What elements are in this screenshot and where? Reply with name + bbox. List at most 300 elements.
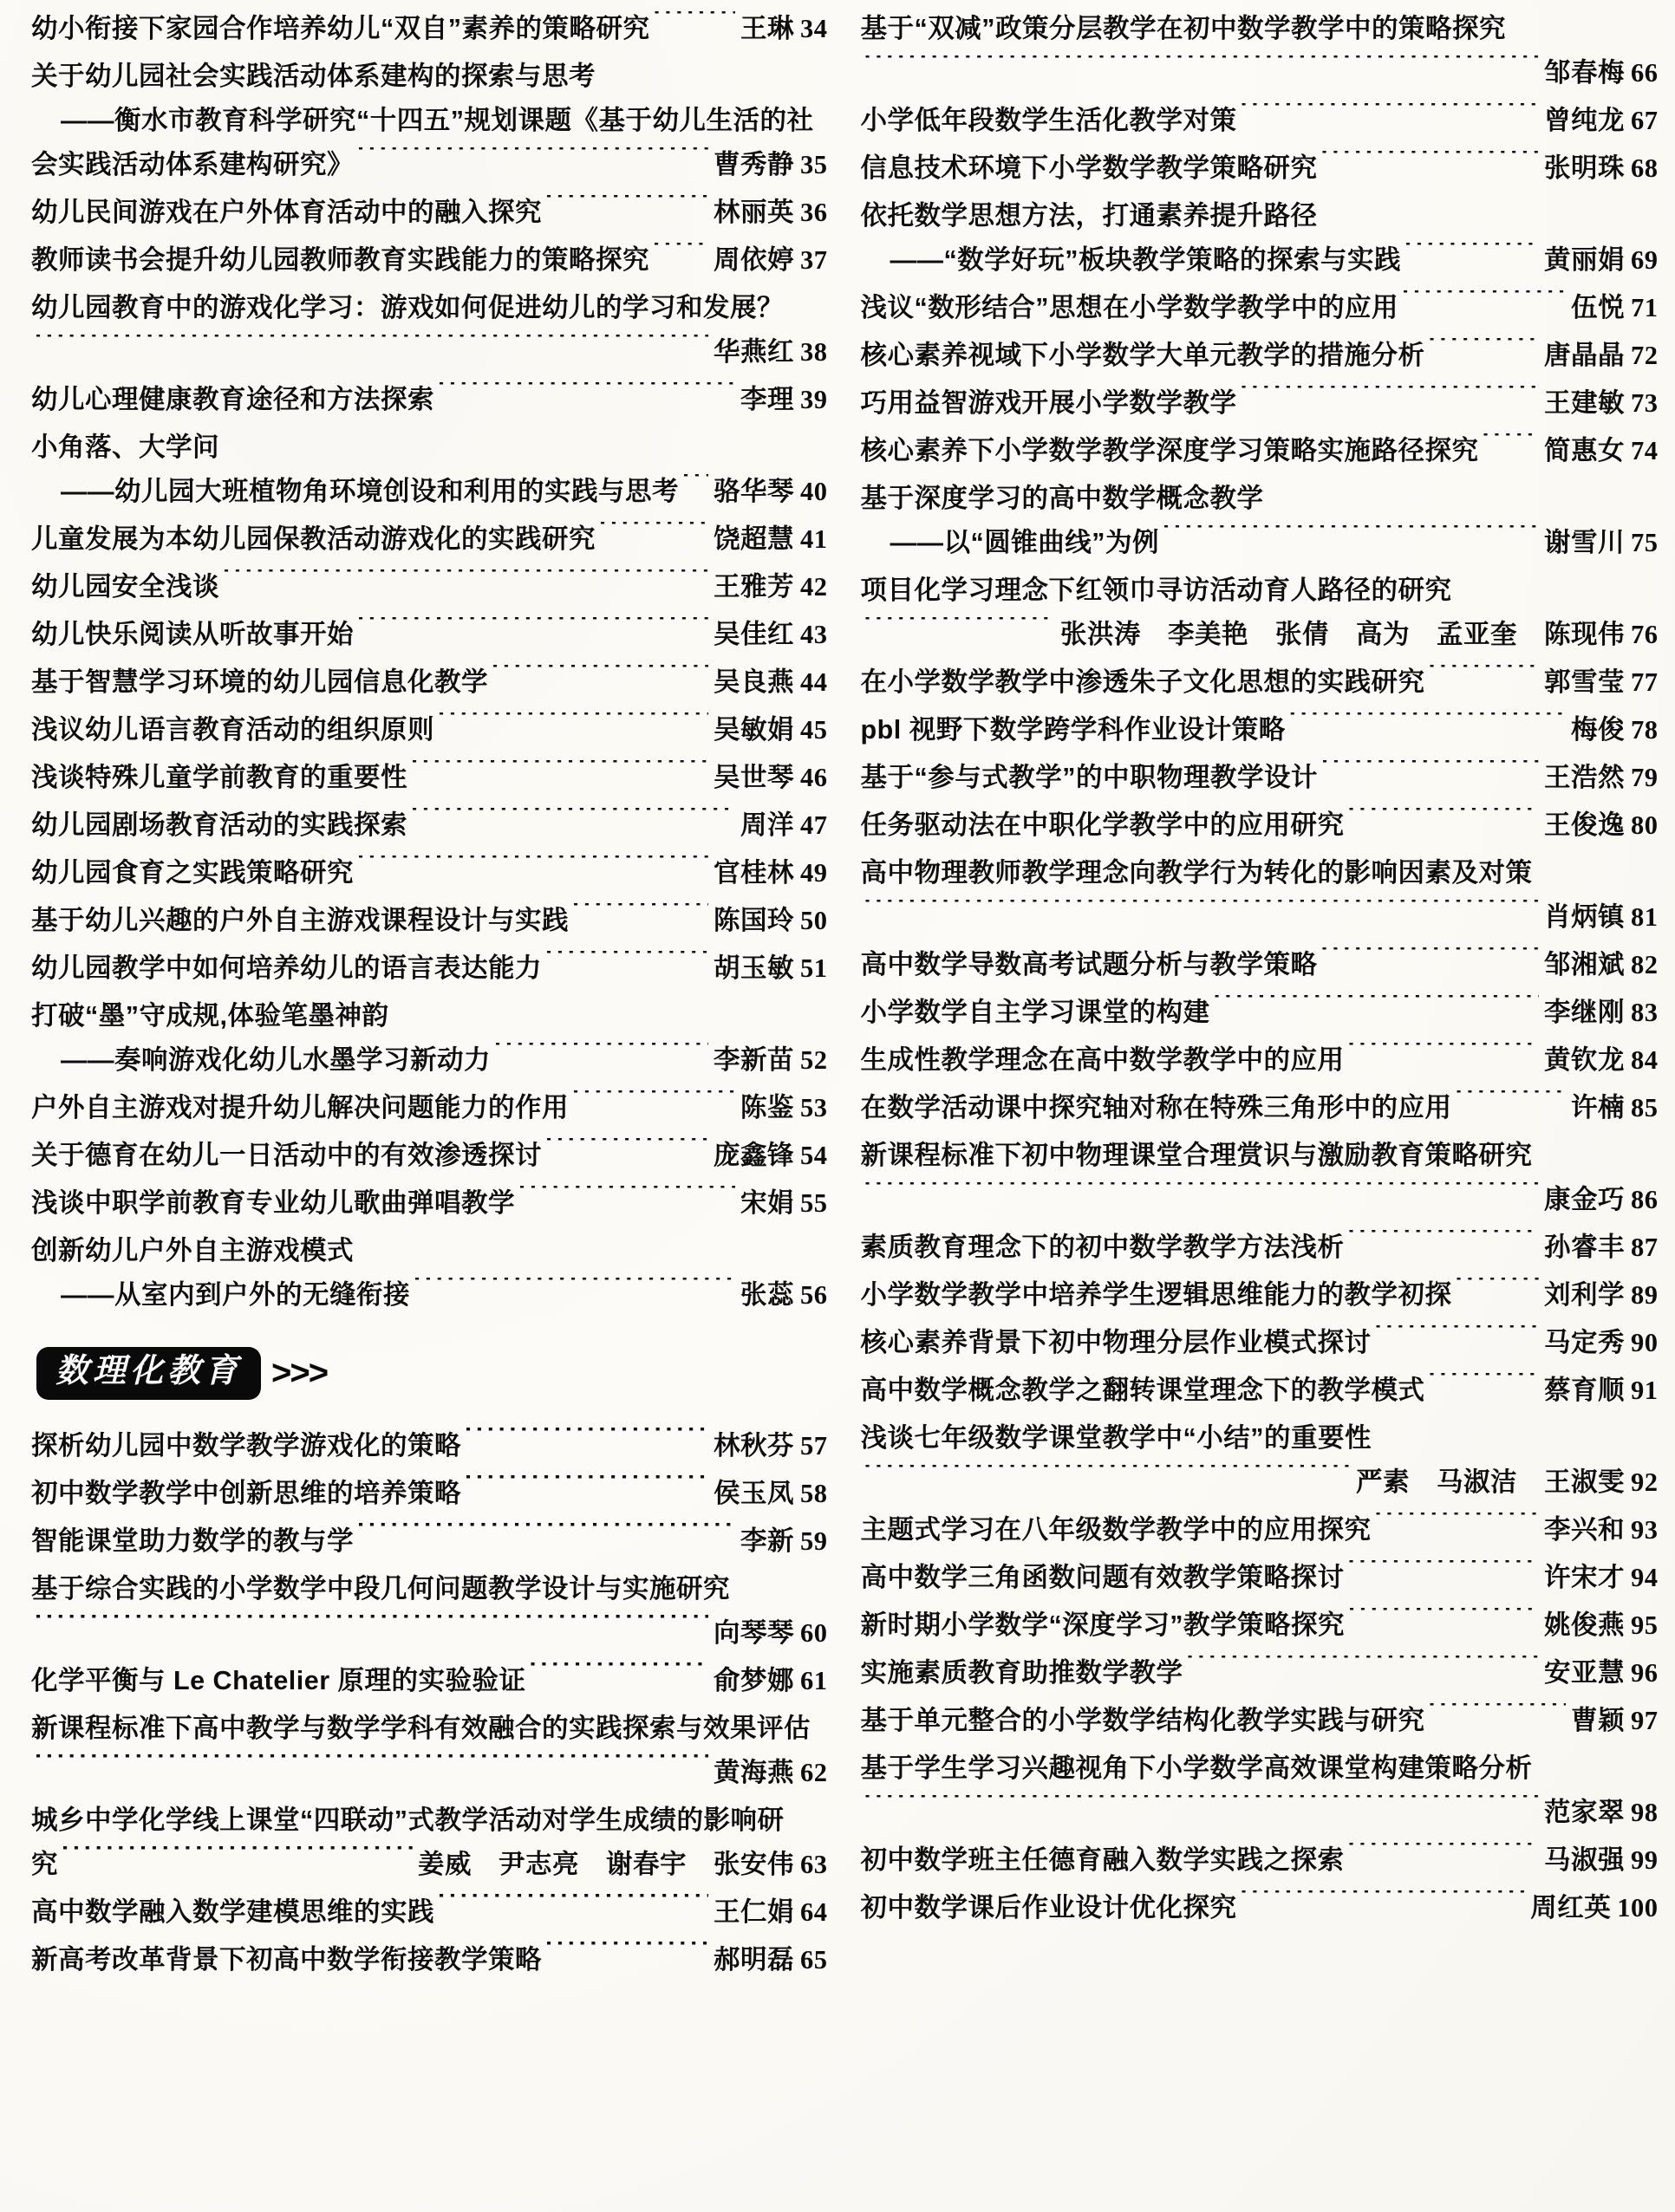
toc-entry-tail xyxy=(1542,1273,1659,1317)
toc-dot-leader xyxy=(518,1186,735,1213)
toc-entry-title: 教师读书会提升幼儿园教师教育实践能力的策略探究 xyxy=(31,245,649,275)
toc-dot-leader xyxy=(62,1846,413,1873)
toc-entry-tail xyxy=(1569,708,1659,752)
toc-entry[interactable] xyxy=(861,1699,1659,1743)
toc-entry-page-number: 35 xyxy=(800,150,828,179)
toc-dot-leader xyxy=(1402,290,1566,317)
toc-entry-authors: 严素 马淑洁 王淑雯 xyxy=(1356,1467,1625,1497)
toc-entry[interactable] xyxy=(31,1707,828,1795)
toc-entry-authors: 黄海燕 xyxy=(714,1757,794,1787)
toc-entry[interactable] xyxy=(861,146,1659,191)
toc-entry-line xyxy=(31,613,828,657)
toc-entry-line xyxy=(31,1038,828,1083)
toc-dot-leader xyxy=(1214,995,1540,1022)
toc-entry[interactable] xyxy=(861,334,1659,378)
toc-dot-leader xyxy=(654,11,736,38)
toc-entry[interactable] xyxy=(861,1321,1659,1365)
toc-entry-page-number: 100 xyxy=(1617,1893,1659,1922)
toc-entry-page-number: 57 xyxy=(800,1430,828,1461)
toc-entry-title: 生成性教学理念在高中数学教学中的应用 xyxy=(860,1045,1345,1075)
toc-entry[interactable] xyxy=(861,1416,1659,1505)
toc-dot-leader xyxy=(1456,1278,1540,1304)
toc-entry-title: 初中数学教学中创新思维的培养策略 xyxy=(31,1478,461,1508)
toc-entry-tail xyxy=(1542,1556,1659,1600)
toc-entry-authors: 王俊逸 xyxy=(1544,810,1625,840)
toc-entry-authors: 邹湘斌 xyxy=(1544,950,1625,979)
toc-entry-tail xyxy=(1542,238,1659,283)
toc-entry-page-number: 93 xyxy=(1631,1515,1659,1545)
toc-entry-page-number: 78 xyxy=(1631,715,1659,745)
toc-entry-title: 基于智慧学习环境的幼儿园信息化教学 xyxy=(31,667,488,697)
toc-entry-page-number: 39 xyxy=(800,385,828,414)
toc-entry-authors: 梅俊 xyxy=(1571,715,1625,745)
toc-entry[interactable] xyxy=(31,517,828,562)
toc-entry-line xyxy=(31,286,828,330)
toc-entry[interactable] xyxy=(31,55,828,187)
toc-entry-authors: 唐晶晶 xyxy=(1544,341,1625,370)
toc-entry-line xyxy=(31,1086,828,1130)
toc-entry-title: 核心素养下小学数学教学深度学习策略实施路径探究 xyxy=(860,436,1479,465)
toc-entry-page-number: 91 xyxy=(1631,1376,1659,1405)
toc-entry-line xyxy=(861,146,1659,191)
toc-entry-title: 新高考改革背景下初高中数学衔接教学策略 xyxy=(31,1944,542,1975)
toc-entry[interactable] xyxy=(31,565,828,609)
toc-entry-line xyxy=(861,1604,1659,1648)
toc-entry-authors: 王琳 xyxy=(740,14,794,43)
toc-entry-line xyxy=(861,569,1659,613)
toc-entry-authors: 孙睿丰 xyxy=(1544,1233,1625,1262)
toc-entry[interactable] xyxy=(861,1038,1659,1083)
toc-entry-line xyxy=(31,99,828,143)
toc-entry-title: 依托数学思想方法，打通素养提升路径 xyxy=(860,201,1318,231)
toc-entry-line xyxy=(861,334,1659,378)
toc-entry-authors: 胡玉敏 xyxy=(714,953,794,983)
toc-entry[interactable] xyxy=(31,756,828,800)
toc-entry-title: 幼儿园教学中如何培养幼儿的语言表达能力 xyxy=(31,953,542,983)
toc-entry-page-number: 96 xyxy=(1631,1658,1659,1688)
toc-entry[interactable] xyxy=(861,851,1659,940)
toc-entry-line xyxy=(861,943,1659,987)
toc-entry[interactable] xyxy=(861,381,1659,426)
toc-entry[interactable] xyxy=(31,1086,828,1130)
toc-entry-line xyxy=(31,565,828,609)
toc-entry-page-number: 86 xyxy=(1631,1185,1659,1214)
toc-entry[interactable] xyxy=(31,7,828,51)
toc-entry[interactable] xyxy=(31,994,828,1083)
toc-dot-leader xyxy=(1187,1656,1540,1682)
toc-dot-leader xyxy=(411,808,735,835)
toc-dot-leader xyxy=(411,760,708,787)
toc-entry-page-number: 79 xyxy=(1631,763,1659,792)
toc-dot-leader xyxy=(1405,243,1539,270)
toc-dot-leader xyxy=(545,195,708,222)
toc-dot-leader xyxy=(572,903,708,930)
toc-entry-page-number: 40 xyxy=(800,477,828,506)
toc-entry-authors: 肖炳镇 xyxy=(1544,902,1625,932)
toc-entry[interactable] xyxy=(31,1424,828,1468)
toc-entry-line xyxy=(31,1134,828,1178)
toc-entry-authors: 华燕红 xyxy=(714,337,794,367)
toc-entry-tail xyxy=(1542,99,1659,143)
toc-dot-leader xyxy=(1456,573,1655,600)
toc-entry[interactable] xyxy=(31,899,828,943)
toc-entry-authors: 陈鉴 xyxy=(740,1093,794,1122)
toc-entry-title: 幼小衔接下家园合作培养幼儿“双自”素养的策略研究 xyxy=(31,14,650,43)
toc-entry-tail xyxy=(739,1181,828,1226)
toc-dot-leader xyxy=(653,243,708,270)
toc-entry-page-number: 51 xyxy=(800,953,828,983)
toc-entry-title: 高中数学概念教学之翻转课堂理念下的教学模式 xyxy=(860,1376,1425,1405)
toc-dot-leader xyxy=(1289,712,1566,739)
toc-dot-leader xyxy=(357,1233,824,1260)
toc-entry-page-number: 60 xyxy=(800,1617,828,1648)
toc-entry-line xyxy=(861,99,1659,143)
toc-entry-authors: 安亚慧 xyxy=(1544,1658,1625,1688)
toc-entry-page-number: 36 xyxy=(800,198,828,227)
toc-dot-leader xyxy=(1321,947,1540,974)
toc-entry-line xyxy=(861,429,1659,473)
toc-entry-title: 浅议“数形结合”思想在小学数学教学中的应用 xyxy=(860,293,1398,322)
toc-entry-line xyxy=(31,1890,828,1935)
toc-entry-line xyxy=(31,517,828,562)
toc-entry-authors: 张蕊 xyxy=(740,1280,794,1310)
toc-entry-tail xyxy=(712,517,828,562)
toc-entry[interactable] xyxy=(31,851,828,895)
toc-entry-title: 高中物理教师教学理念向教学行为转化的影响因素及对策 xyxy=(860,858,1533,888)
toc-dot-leader xyxy=(392,999,824,1025)
toc-entry-page-number: 69 xyxy=(1631,245,1659,275)
toc-entry-authors: 刘利学 xyxy=(1544,1280,1625,1310)
toc-entry-authors: 王浩然 xyxy=(1544,763,1625,792)
toc-entry-authors: 王雅芳 xyxy=(714,572,794,602)
toc-dot-leader xyxy=(1456,1090,1567,1117)
toc-entry[interactable] xyxy=(861,1556,1659,1600)
toc-entry-title: 户外自主游戏对提升幼儿解决问题能力的作用 xyxy=(31,1093,569,1122)
toc-entry[interactable] xyxy=(31,660,828,705)
toc-entry-line xyxy=(861,708,1659,752)
toc-entry[interactable] xyxy=(861,708,1659,752)
toc-entry[interactable] xyxy=(861,1838,1659,1883)
toc-entry-title: 小角落、大学问 xyxy=(31,433,219,462)
toc-entry-tail xyxy=(739,7,828,51)
toc-dot-leader xyxy=(864,1182,1540,1209)
toc-entry-line xyxy=(31,994,828,1038)
toc-entry-title: 小学低年段数学生活化教学对策 xyxy=(860,106,1237,135)
toc-dot-leader xyxy=(864,1795,1540,1822)
toc-dot-leader xyxy=(1321,151,1540,178)
toc-entry[interactable] xyxy=(861,660,1659,705)
toc-entry[interactable] xyxy=(861,194,1659,283)
toc-entry-page-number: 84 xyxy=(1631,1045,1659,1075)
toc-entry[interactable] xyxy=(31,286,828,374)
toc-dot-leader xyxy=(682,474,708,501)
toc-entry[interactable] xyxy=(31,426,828,514)
toc-entry-authors: 庞鑫锋 xyxy=(714,1141,794,1170)
toc-entry-line xyxy=(861,756,1659,800)
toc-entry-title: 打破“墨”守成规,体验笔墨神韵 xyxy=(31,1001,389,1031)
toc-entry-line xyxy=(31,1472,828,1516)
toc-dot-leader xyxy=(599,522,708,549)
toc-entry-line xyxy=(31,1659,828,1703)
toc-entry-title: 在小学数学教学中渗透朱子文化思想的实践研究 xyxy=(860,667,1425,697)
toc-entry-title: 主题式学习在八年级数学教学中的应用探究 xyxy=(860,1515,1372,1545)
toc-entry-title: 信息技术环境下小学数学教学策略研究 xyxy=(860,153,1318,183)
toc-entry[interactable] xyxy=(31,1519,828,1564)
toc-entry-line xyxy=(31,660,828,705)
toc-entry[interactable] xyxy=(31,1229,828,1317)
toc-dot-leader xyxy=(357,617,708,644)
toc-entry-tail xyxy=(712,1890,828,1935)
toc-entry-authors: 黄钦龙 xyxy=(1544,1045,1625,1075)
toc-entry-tail xyxy=(712,1472,828,1516)
toc-dot-leader xyxy=(787,290,824,317)
toc-entry-tail xyxy=(1059,613,1659,657)
toc-entry-tail xyxy=(1542,1791,1659,1835)
toc-entry-title: ——以“圆锥曲线”为例 xyxy=(890,528,1159,557)
toc-entry-line xyxy=(861,1699,1659,1743)
toc-dot-leader xyxy=(357,147,708,174)
toc-entry-page-number: 99 xyxy=(1631,1845,1659,1875)
toc-entry-authors: 马定秀 xyxy=(1544,1328,1625,1357)
toc-dot-leader xyxy=(438,712,708,739)
toc-entry-tail xyxy=(1542,1321,1659,1365)
toc-entry-tail xyxy=(1542,521,1659,565)
toc-entry-page-number: 77 xyxy=(1631,667,1659,697)
toc-entry[interactable] xyxy=(861,1886,1659,1930)
toc-entry-page-number: 67 xyxy=(1631,106,1659,135)
toc-entry[interactable] xyxy=(861,1508,1659,1552)
toc-entry-line xyxy=(861,1134,1659,1178)
toc-entry-line xyxy=(861,477,1659,521)
toc-entry-line xyxy=(31,426,828,470)
toc-entry-title: 幼儿园食育之实践策略研究 xyxy=(31,858,354,888)
toc-entry-tail xyxy=(1542,1369,1659,1413)
toc-dot-leader xyxy=(1375,1513,1540,1539)
toc-entry-page-number: 73 xyxy=(1631,388,1659,418)
toc-entry-line xyxy=(861,803,1659,848)
toc-entry-line xyxy=(861,1416,1659,1461)
toc-entry-tail xyxy=(712,708,828,752)
toc-entry-line xyxy=(861,1886,1659,1930)
toc-entry[interactable] xyxy=(861,1226,1659,1270)
toc-entry-line xyxy=(31,851,828,895)
toc-entry[interactable] xyxy=(861,803,1659,848)
toc-entry-title: ——幼儿园大班植物角环境创设和利用的实践与思考 xyxy=(61,477,679,506)
toc-dot-leader xyxy=(530,1662,708,1689)
toc-dot-leader xyxy=(438,1894,708,1921)
toc-entry-line xyxy=(31,1751,828,1795)
toc-entry-title: 浅议幼儿语言教育活动的组织原则 xyxy=(31,715,434,745)
toc-entry-title: 浅谈中职学前教育专业幼儿歌曲弹唱教学 xyxy=(31,1188,515,1218)
toc-entry[interactable] xyxy=(31,1472,828,1516)
toc-entry[interactable] xyxy=(31,378,828,422)
toc-entry-authors: 官桂林 xyxy=(714,858,794,888)
toc-entry-page-number: 43 xyxy=(800,620,828,649)
toc-entry[interactable] xyxy=(31,191,828,235)
toc-entry-title: 智能课堂助力数学的教与学 xyxy=(31,1526,354,1556)
toc-dot-leader xyxy=(1429,338,1540,365)
toc-entry-line xyxy=(861,1747,1659,1791)
toc-entry[interactable] xyxy=(31,1890,828,1935)
toc-entry-page-number: 90 xyxy=(1631,1328,1659,1357)
toc-entry-line xyxy=(861,1178,1659,1222)
toc-entry-authors: 张明珠 xyxy=(1544,153,1625,183)
toc-entry-line xyxy=(31,1799,828,1843)
toc-entry-line xyxy=(861,1838,1659,1883)
toc-entry-title: 在数学活动课中探究轴对称在特殊三角形中的应用 xyxy=(860,1093,1452,1122)
toc-dot-leader xyxy=(35,1615,708,1642)
toc-entry-line xyxy=(861,7,1659,51)
toc-entry-page-number: 42 xyxy=(800,572,828,602)
toc-entry-title: ——奏响游戏化幼儿水墨学习新动力 xyxy=(61,1045,491,1075)
toc-entry[interactable] xyxy=(861,7,1659,95)
toc-entry-authors: 李继刚 xyxy=(1544,998,1625,1027)
toc-entry-authors: 曹颖 xyxy=(1571,1706,1625,1735)
toc-entry[interactable] xyxy=(861,1369,1659,1413)
toc-entry[interactable] xyxy=(31,803,828,848)
toc-entry-page-number: 62 xyxy=(800,1757,828,1787)
toc-entry-title: 基于“双减”政策分层教学在初中数学教学中的策略探究 xyxy=(860,14,1506,43)
toc-entry[interactable] xyxy=(861,286,1659,330)
toc-entry-tail xyxy=(1569,1699,1659,1743)
toc-entry-page-number: 37 xyxy=(800,245,828,275)
toc-entry-authors: 侯玉凤 xyxy=(714,1478,794,1508)
toc-entry-tail xyxy=(712,238,828,283)
toc-entry-authors: 骆华琴 xyxy=(714,477,794,506)
toc-dot-leader xyxy=(1348,1043,1540,1070)
toc-entry[interactable] xyxy=(31,947,828,991)
toc-dot-leader xyxy=(223,569,708,596)
toc-entry-authors: 姜威 尹志亮 谢春宇 张安伟 xyxy=(418,1849,794,1879)
toc-dot-leader xyxy=(1348,808,1540,835)
toc-entry-line xyxy=(861,991,1659,1035)
toc-entry-title: 幼儿园教育中的游戏化学习：游戏如何促进幼儿的学习和发展？ xyxy=(31,293,784,322)
toc-entry[interactable] xyxy=(31,613,828,657)
toc-dot-leader xyxy=(1241,103,1540,130)
toc-column-left xyxy=(0,7,844,2212)
toc-entry-page-number: 94 xyxy=(1631,1563,1659,1592)
toc-entry-title: 关于幼儿园社会实践活动体系建构的探索与思考 xyxy=(31,62,596,91)
toc-entry-authors: 陈国玲 xyxy=(714,906,794,935)
toc-entry-page-number: 45 xyxy=(800,715,828,745)
toc-entry[interactable] xyxy=(861,1273,1659,1317)
toc-dot-leader xyxy=(494,1043,708,1070)
toc-entry-title: 巧用益智游戏开展小学数学教学 xyxy=(860,388,1237,418)
toc-entry-tail xyxy=(1542,943,1659,987)
toc-entry-line xyxy=(31,1229,828,1273)
toc-entry-tail xyxy=(712,1134,828,1178)
toc-entry-page-number: 49 xyxy=(800,858,828,888)
toc-entry-authors: 许楠 xyxy=(1571,1093,1625,1122)
toc-entry-line xyxy=(31,708,828,752)
toc-entry-line xyxy=(31,756,828,800)
toc-entry-title: 幼儿快乐阅读从听故事开始 xyxy=(31,620,354,649)
toc-entry-tail xyxy=(712,1659,828,1703)
toc-entry-tail xyxy=(712,1424,828,1468)
toc-dot-leader xyxy=(1321,760,1539,787)
toc-entry-tail xyxy=(1542,660,1659,705)
toc-entry[interactable] xyxy=(31,708,828,752)
toc-entry[interactable] xyxy=(861,569,1659,657)
toc-entry-page-number: 81 xyxy=(1631,902,1659,932)
toc-entry-line xyxy=(31,330,828,374)
toc-entry[interactable] xyxy=(31,1181,828,1226)
toc-entry-line xyxy=(31,1707,828,1751)
toc-entry-authors: 李兴和 xyxy=(1544,1515,1625,1545)
toc-entry-title: 城乡中学化学线上课堂“四联动”式教学活动对学生成绩的影响研 xyxy=(31,1805,785,1835)
toc-entry-page-number: 50 xyxy=(800,906,828,935)
toc-entry-title: 探析幼儿园中数学教学游戏化的策略 xyxy=(31,1430,461,1461)
toc-entry[interactable] xyxy=(861,1086,1659,1130)
toc-entry-authors: 康金巧 xyxy=(1544,1185,1625,1214)
toc-dot-leader xyxy=(1429,1703,1567,1730)
toc-entry[interactable] xyxy=(31,1134,828,1178)
toc-entry-authors: 许宋才 xyxy=(1544,1563,1625,1592)
toc-entry-title: 实施素质教育助推数学教学 xyxy=(860,1658,1183,1688)
toc-dot-leader xyxy=(818,103,824,130)
toc-entry-authors: 吴敏娟 xyxy=(714,715,794,745)
toc-entry[interactable] xyxy=(861,99,1659,143)
toc-entry-line xyxy=(31,238,828,283)
toc-entry-line xyxy=(861,1508,1659,1552)
toc-entry-title: 新课程标准下高中教学与数学学科有效融合的实践探索与效果评估 xyxy=(31,1713,811,1743)
toc-entry-title: 小学数学教学中培养学生逻辑思维能力的教学初探 xyxy=(860,1280,1452,1310)
toc-dot-leader xyxy=(492,665,708,692)
toc-entry[interactable] xyxy=(861,1651,1659,1695)
toc-entry[interactable] xyxy=(31,1799,828,1887)
toc-entry-page-number: 83 xyxy=(1631,998,1659,1027)
toc-entry[interactable] xyxy=(861,991,1659,1035)
toc-entry[interactable] xyxy=(31,238,828,283)
toc-entry-line xyxy=(861,1226,1659,1270)
toc-column-right xyxy=(844,7,1675,2212)
toc-entry-authors: 吴佳红 xyxy=(714,620,794,649)
toc-entry[interactable] xyxy=(861,1134,1659,1222)
toc-entry[interactable] xyxy=(861,477,1659,565)
toc-entry-title: 高中数学导数高考试题分析与教学策略 xyxy=(860,950,1318,979)
toc-entry-tail xyxy=(712,1751,828,1795)
toc-entry[interactable] xyxy=(861,1604,1659,1648)
toc-entry[interactable] xyxy=(861,756,1659,800)
toc-entry[interactable] xyxy=(861,429,1659,473)
toc-entry-title: 高中数学融入数学建模思维的实践 xyxy=(31,1896,434,1927)
toc-entry-page-number: 97 xyxy=(1631,1706,1659,1735)
toc-entry-tail xyxy=(1354,1461,1659,1505)
toc-entry-title: 幼儿心理健康教育途径和方法探索 xyxy=(31,385,434,414)
toc-entry-tail xyxy=(1542,1508,1659,1552)
toc-entry-line xyxy=(31,143,828,187)
toc-entry-authors: 简惠女 xyxy=(1544,436,1625,465)
toc-entry-line xyxy=(31,1181,828,1226)
toc-entry[interactable] xyxy=(861,1747,1659,1835)
toc-dot-leader xyxy=(1429,665,1540,692)
toc-dot-leader xyxy=(357,1523,735,1550)
toc-entry[interactable] xyxy=(31,1659,828,1703)
toc-entry-tail xyxy=(1542,1038,1659,1083)
toc-entry-tail xyxy=(712,470,828,514)
toc-entry-title: pbl 视野下数学跨学科作业设计策略 xyxy=(860,715,1286,745)
toc-entry-tail xyxy=(1542,756,1659,800)
toc-entry[interactable] xyxy=(31,1567,828,1656)
toc-entry-tail xyxy=(1542,803,1659,848)
toc-entry-page-number: 56 xyxy=(800,1280,828,1310)
toc-entry-title: 基于幼儿兴趣的户外自主游戏课程设计与实践 xyxy=(31,906,569,935)
toc-entry[interactable] xyxy=(31,1938,828,1982)
toc-entry-line xyxy=(31,378,828,422)
toc-entry[interactable] xyxy=(861,943,1659,987)
toc-entry-tail xyxy=(712,756,828,800)
toc-dot-leader xyxy=(545,951,708,978)
